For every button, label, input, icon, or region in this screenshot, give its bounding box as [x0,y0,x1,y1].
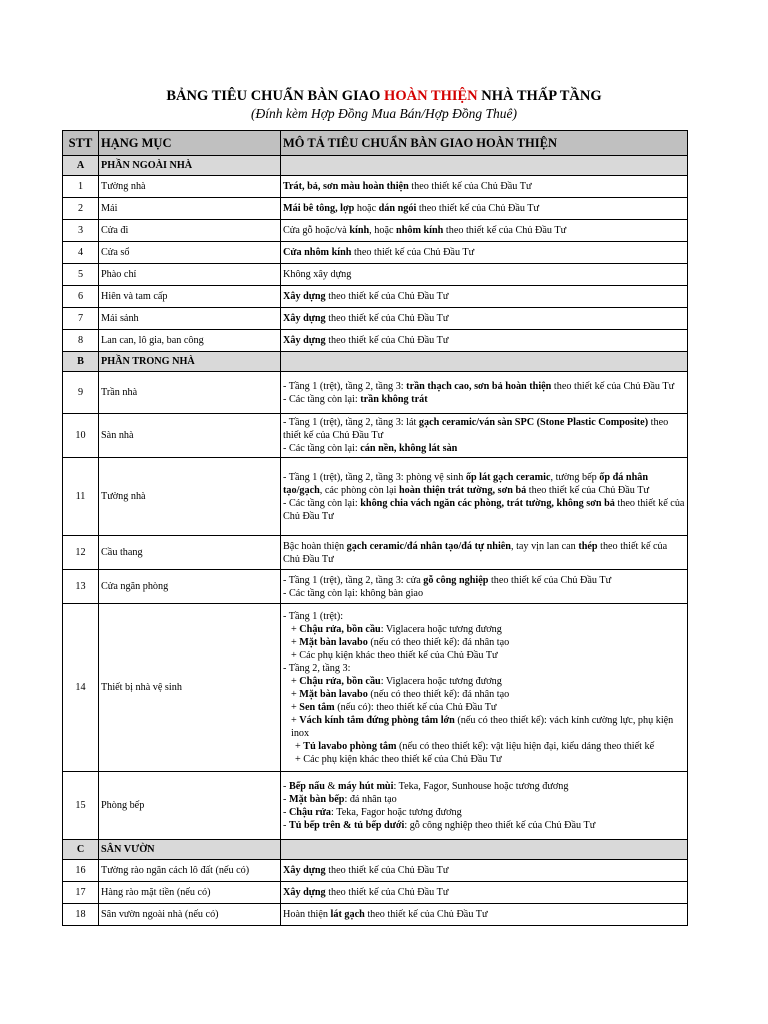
desc-bold: Chậu rửa, bồn cầu [299,623,381,635]
row-stt: 17 [63,882,99,904]
row-item: Sân vườn ngoài nhà (nếu có) [99,904,281,926]
desc-text: theo thiết kế của Chủ Đầu Tư [325,313,449,324]
desc-text: theo thiết kế của Chủ Đầu Tư [443,225,567,236]
desc-line [283,688,685,701]
row-description [281,176,688,198]
row-description [281,882,688,904]
desc-bold: ốp lát gạch ceramic [465,471,551,483]
row-item: Tường nhà [99,176,281,198]
title-highlight: HOÀN THIỆN [384,88,478,104]
desc-text: theo thiết kế của Chủ Đầu Tư [283,540,668,565]
desc-bold: hoàn thiện trát tường, sơn bả [399,484,527,496]
desc-text: theo thiết kế của Chủ Đầu Tư [283,417,669,441]
desc-text: theo thiết kế của Chủ Đầu Tư [325,335,449,346]
table-row [63,604,688,772]
header-description: MÔ TẢ TIÊU CHUẨN BÀN GIAO HOÀN THIỆN [281,131,688,156]
row-stt: 4 [63,242,99,264]
table-row [63,176,688,198]
desc-text: - [283,806,289,818]
desc-text: Không xây dựng [283,269,352,280]
row-description [281,458,688,536]
desc-text: : Viglacera hoặc tương đương [380,623,502,635]
desc-line [283,662,685,675]
desc-bold: gạch ceramic/ván sàn SPC (Stone Plastic Composite) [418,417,649,428]
section-name: PHẦN NGOÀI NHÀ [99,156,281,176]
desc-bold: trần không trát [360,393,428,405]
desc-bold: gỗ công nghiệp [423,574,489,586]
row-item: Lan can, lô gia, ban công [99,330,281,352]
desc-bold: Xây dựng [283,291,326,302]
desc-text: , hoặc [369,225,397,236]
section-code: A [63,156,99,176]
desc-line [283,714,685,740]
row-stt: 2 [63,198,99,220]
row-description [281,242,688,264]
desc-text: - Tầng 1 (trệt), tầng 2, tầng 3: cửa [283,574,424,586]
desc-line [283,793,685,806]
desc-text: - Các tầng còn lại: [283,497,361,509]
desc-bold: Chậu rửa, bồn cầu [299,675,381,687]
row-stt: 18 [63,904,99,926]
desc-text: - Tầng 1 (trệt), tầng 2, tầng 3: [283,380,407,392]
row-stt: 6 [63,286,99,308]
desc-bold: nhôm kính [396,225,444,236]
section-spacer [281,156,688,176]
desc-text: (nếu có): theo thiết kế của Chủ Đầu Tư [334,701,497,713]
desc-bold: Chậu rửa [288,806,332,818]
desc-text: theo thiết kế của Chủ Đầu Tư [325,865,449,876]
desc-bold: thép [578,540,598,552]
desc-text: : Viglacera hoặc tương đương [380,675,502,687]
desc-text: : Teka, Fagor, Sunhouse hoặc tương đương [393,780,569,792]
desc-text: theo thiết kế của Chủ Đầu Tư [416,203,540,214]
table-row [63,372,688,414]
desc-text: theo thiết kế của Chủ Đầu Tư [325,291,449,302]
desc-text: (nếu có theo thiết kế): vật liệu hiện đại, kiểu dáng theo thiết kế [396,740,655,752]
desc-text: + [291,623,300,635]
title-part-1: BẢNG TIÊU CHUẨN BÀN GIAO [166,88,385,104]
desc-bold: Trát, bả, sơn màu hoàn thiện [283,181,409,192]
desc-text: (nếu có theo thiết kế): đá nhân tạo [367,636,510,648]
section-row-c [63,840,688,860]
header-item: HẠNG MỤC [99,131,281,156]
desc-bold: Xây dựng [283,313,326,324]
row-description [281,372,688,414]
row-description [281,570,688,604]
section-spacer [281,352,688,372]
row-description [281,220,688,242]
table-row [63,882,688,904]
table-row [63,242,688,264]
row-item: Cửa sổ [99,242,281,264]
row-item: Cầu thang [99,536,281,570]
desc-bold: ốp đá nhân tạo/gạch [283,471,649,496]
desc-bold: Mặt bàn lavabo [299,688,368,700]
table-row [63,860,688,882]
desc-bold: Xây dựng [283,865,326,876]
title-part-2: NHÀ THẤP TẦNG [477,88,602,104]
row-stt: 5 [63,264,99,286]
row-stt: 11 [63,458,99,536]
row-description [281,772,688,840]
desc-text: (nếu có theo thiết kế): vách kính cường lực, phụ kiện inox [291,714,674,739]
table-header-row [63,131,688,156]
desc-line [283,701,685,714]
desc-bold: Cửa nhôm kính [283,247,352,258]
desc-line [283,740,685,753]
desc-text: : đá nhân tạo [344,793,397,805]
row-stt: 15 [63,772,99,840]
row-item: Cửa ngăn phòng [99,570,281,604]
desc-bold: Sen tắm [299,701,335,713]
section-name: SÂN VƯỜN [99,840,281,860]
table-row [63,308,688,330]
desc-bold: dán ngói [378,203,417,214]
row-description [281,330,688,352]
desc-text: + Các phụ kiện khác theo thiết kế của Chủ Đầu Tư [291,649,498,661]
desc-text: + [295,740,304,752]
desc-bold: lát gạch [330,909,365,920]
desc-text: - Tầng 1 (trệt), tầng 2, tầng 3: phòng vệ sinh [283,471,466,483]
table-row [63,198,688,220]
desc-text: hoặc [354,203,379,214]
desc-text: + [291,675,300,687]
desc-text: theo thiết kế của Chủ Đầu Tư [488,574,612,586]
row-item: Cửa đi [99,220,281,242]
desc-bold: Mái bê tông, lợp [283,203,355,214]
row-item: Phào chỉ [99,264,281,286]
desc-line [283,623,685,636]
row-stt: 3 [63,220,99,242]
desc-line [283,636,685,649]
row-item: Mái sảnh [99,308,281,330]
desc-bold: Mặt bàn bếp [288,793,345,805]
row-description [281,286,688,308]
desc-bold: Xây dựng [283,887,326,898]
desc-text: - Các tầng còn lại: [283,393,361,405]
desc-bold: kính [349,225,370,236]
desc-line [283,780,685,793]
desc-text: + [291,701,300,713]
desc-line [283,675,685,688]
table-row [63,330,688,352]
desc-text: , tường bếp [550,471,600,483]
desc-text: : gỗ công nghiệp theo thiết kế của Chủ Đầu Tư [404,819,596,831]
row-stt: 12 [63,536,99,570]
row-item: Tường rào ngăn cách lô đất (nếu có) [99,860,281,882]
desc-text: - Các tầng còn lại: không bàn giao [283,587,424,599]
desc-text: Bậc hoàn thiện [283,540,347,552]
desc-text: theo thiết kế của Chủ Đầu Tư [408,181,532,192]
desc-text: , tay vịn lan can [510,540,579,552]
section-code: C [63,840,99,860]
desc-bold: cán nền, không lát sàn [360,443,458,454]
desc-text: - Tầng 2, tầng 3: [283,662,351,674]
table-row [63,772,688,840]
row-stt: 7 [63,308,99,330]
desc-bold: máy hút mùi [337,780,394,792]
row-item: Hiên và tam cấp [99,286,281,308]
desc-bold: Bếp nấu [288,780,325,792]
desc-text: Cửa gỗ hoặc/và [283,225,350,236]
row-description [281,308,688,330]
table-row [63,220,688,242]
row-description [281,264,688,286]
row-stt: 10 [63,414,99,458]
row-item: Thiết bị nhà vệ sinh [99,604,281,772]
desc-text: - Tầng 1 (trệt): [283,610,344,622]
table-row [63,458,688,536]
document-title [0,88,768,105]
desc-line [283,649,685,662]
desc-bold: Xây dựng [283,335,326,346]
desc-line [283,819,685,832]
desc-text: theo thiết kế của Chủ Đầu Tư [283,497,685,522]
desc-text: : Teka, Fagor hoặc tương đương [331,806,462,818]
desc-text: + [291,636,300,648]
desc-text: theo thiết kế của Chủ Đầu Tư [325,887,449,898]
desc-text: + [291,688,300,700]
desc-bold: trần thạch cao, sơn bả hoàn thiện [406,380,552,392]
desc-text: , các phòng còn lại [319,484,400,496]
desc-bold: không chia vách ngăn các phòng, trát tường, không sơn bả [360,497,615,509]
desc-text: theo thiết kế của Chủ Đầu Tư [551,380,675,392]
row-stt: 1 [63,176,99,198]
table-row [63,570,688,604]
desc-text: (nếu có theo thiết kế): đá nhân tạo [367,688,510,700]
desc-text: + [291,714,300,726]
document-subtitle: (Đính kèm Hợp Đồng Mua Bán/Hợp Đồng Thuê) [251,106,517,121]
desc-bold: Mặt bàn lavabo [299,636,368,648]
row-description [281,414,688,458]
desc-text: theo thiết kế của Chủ Đầu Tư [364,909,488,920]
desc-bold: Tủ bếp trên & tủ bếp dưới [288,819,405,831]
desc-bold: gạch ceramic/đá nhân tạo/đá tự nhiên [346,540,511,552]
row-item: Sàn nhà [99,414,281,458]
table-row [63,264,688,286]
row-stt: 16 [63,860,99,882]
desc-text: theo thiết kế của Chủ Đầu Tư [351,247,475,258]
section-row-a [63,156,688,176]
desc-text: - [283,780,289,792]
table-row [63,904,688,926]
row-item: Trần nhà [99,372,281,414]
handover-standard-table [62,130,688,926]
table-row [63,286,688,308]
row-stt: 13 [63,570,99,604]
row-stt: 14 [63,604,99,772]
row-item: Phòng bếp [99,772,281,840]
row-description [281,198,688,220]
row-item: Tường nhà [99,458,281,536]
desc-text: Hoàn thiện [283,909,331,920]
desc-text: - [283,819,289,831]
row-description [281,604,688,772]
section-code: B [63,352,99,372]
desc-text: - [283,793,289,805]
desc-text: theo thiết kế của Chủ Đầu Tư [526,484,649,496]
desc-text: - Tầng 1 (trệt), tầng 2, tầng 3: lát [283,417,419,428]
section-row-b [63,352,688,372]
section-spacer [281,840,688,860]
row-stt: 9 [63,372,99,414]
row-item: Mái [99,198,281,220]
desc-line [283,753,685,766]
table-row [63,414,688,458]
row-description [281,536,688,570]
table-row [63,536,688,570]
row-description [281,904,688,926]
desc-bold: Vách kính tắm đứng phòng tắm lớn [299,714,455,726]
row-description [281,860,688,882]
desc-line [283,610,685,623]
desc-line [283,806,685,819]
desc-bold: Tủ lavabo phòng tắm [303,740,397,752]
row-stt: 8 [63,330,99,352]
row-item: Hàng rào mặt tiền (nếu có) [99,882,281,904]
desc-text: - Các tầng còn lại: [283,443,361,454]
desc-text: & [324,780,338,792]
header-stt: STT [63,131,99,156]
desc-text: + Các phụ kiện khác theo thiết kế của Chủ Đầu Tư [295,753,502,765]
section-name: PHẦN TRONG NHÀ [99,352,281,372]
